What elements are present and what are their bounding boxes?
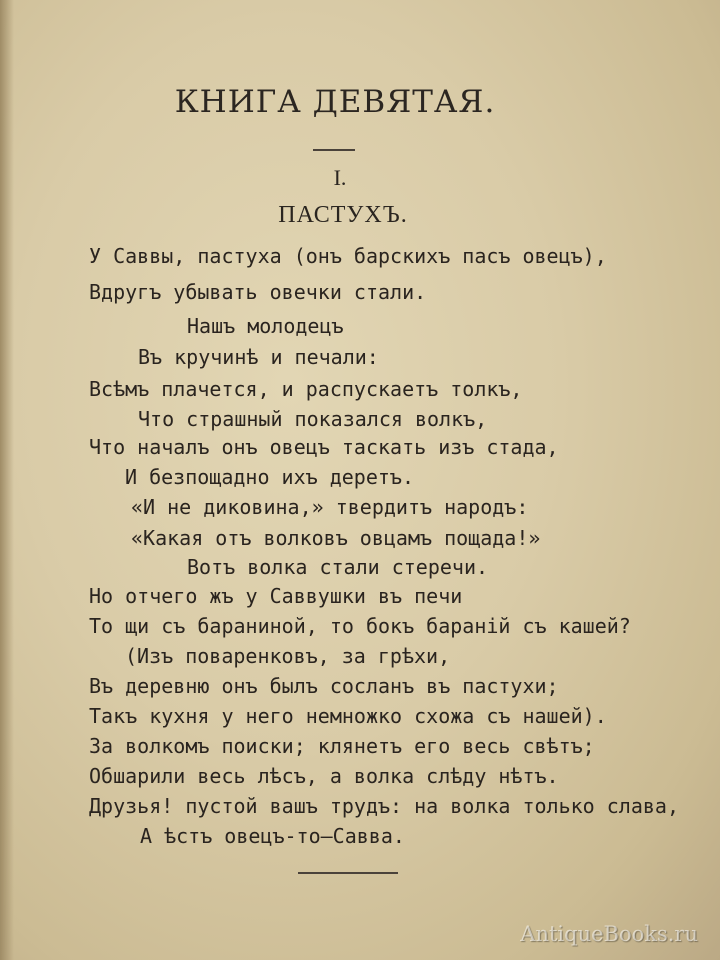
poem-line: А ѣстъ овецъ-то—Савва. [140,824,405,848]
poem-line: Вдругъ убывать овечки стали. [89,280,427,304]
title-divider [313,149,355,151]
poem-line: И безпощадно ихъ деретъ. [125,465,414,489]
poem-line: Такъ кухня у него немножко схожа съ нашей). [89,704,607,728]
poem-line: Обшарили весь лѣсъ, а волка слѣду нѣтъ. [89,764,559,788]
section-numeral: I. [333,165,347,190]
poem-line: (Изъ поваренковъ, за грѣхи, [125,644,451,668]
poem-line: Въ деревню онъ былъ сосланъ въ пастухи; [89,674,559,698]
poem-line: За волкомъ поиски; клянетъ его весь свѣтъ; [89,734,595,758]
poem-line: Всѣмъ плачется, и распускаетъ толкъ, [89,377,523,401]
poem-line: У Саввы, пастуха (онъ барскихъ пасъ овецъ), [89,244,607,268]
book-title: КНИГА ДЕВЯТАЯ. [174,84,496,120]
poem-line: Но отчего жъ у Саввушки въ печи [89,584,463,608]
poem-line: Что страшный показался волкъ, [138,407,488,431]
poem-line: «И не диковина,» твердитъ народъ: [131,495,529,519]
poem-line: Что началъ онъ овецъ таскать изъ стада, [89,435,559,459]
poem-title: ПАСТУХЪ. [278,202,408,228]
poem-line: То щи съ бараниной, то бокъ бараній съ кашей? [89,614,631,638]
page-edge-shadow [0,0,14,960]
poem-line: Друзья! пустой вашъ трудъ: на волка только слава, [89,794,680,818]
end-divider [298,872,398,874]
poem-line: Нашъ молодецъ [187,314,344,338]
poem-line: Вотъ волка стали стеречи. [187,555,489,579]
poem-line: «Какая отъ волковъ овцамъ пощада!» [131,526,541,550]
site-watermark: AntiqueBooks.ru [520,922,698,946]
poem-line: Въ кручинѣ и печали: [138,345,379,369]
